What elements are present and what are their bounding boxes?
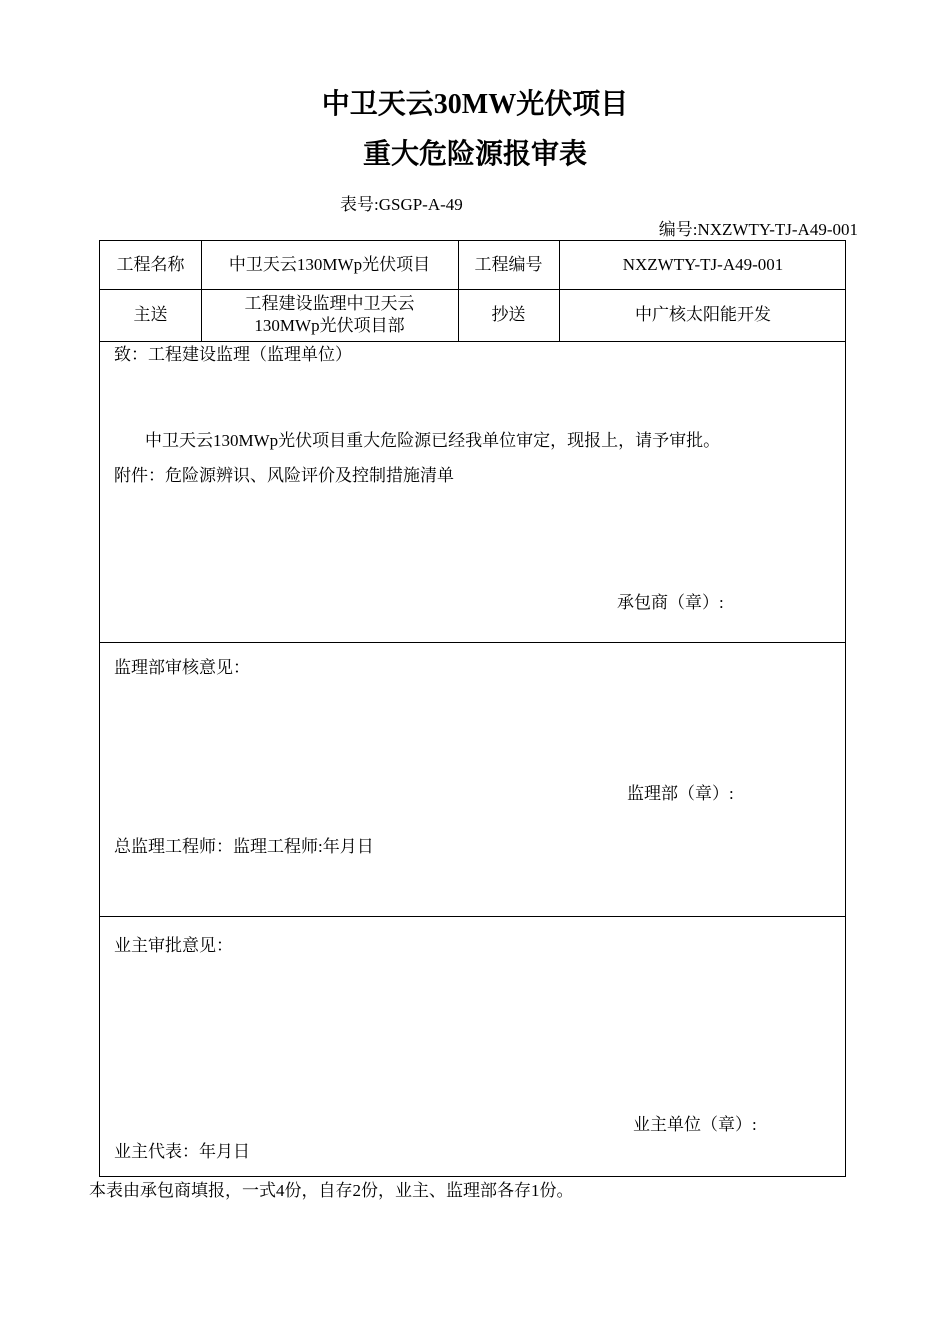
addressee-line: 致：工程建设监理（监理单位） (114, 345, 352, 364)
section-divider (100, 916, 845, 917)
approval-form-table (99, 240, 846, 1177)
send-to-value: 工程建设监理中卫天云130MWp光伏项目部 (244, 294, 415, 335)
contractor-seal: 承包商（章）: (617, 593, 724, 612)
supervision-seal: 监理部（章）: (627, 784, 734, 803)
owner-opinion-label: 业主审批意见： (114, 936, 233, 955)
footer-note: 本表由承包商填报，一式4份，自存2份，业主、监理部各存1份。 (89, 1181, 574, 1200)
document-subtitle: 重大危险源报审表 (362, 139, 587, 170)
serial-number: 编号:NXZWTY-TJ-A49-001 (658, 220, 858, 239)
send-to-label: 主送 (133, 305, 168, 324)
section-divider (100, 642, 845, 643)
document-title: 中卫天云30MW光伏项目 (321, 89, 629, 120)
form-number: 表号:GSGP-A-49 (340, 195, 463, 214)
supervision-signatures: 总监理工程师：监理工程师:年月日 (114, 837, 374, 856)
attachment-line: 附件：危险源辨识、风险评价及控制措施清单 (114, 466, 454, 485)
submission-statement: 中卫天云130MWp光伏项目重大危险源已经我单位审定，现报上，请予审批。 (145, 431, 721, 450)
cc-label: 抄送 (491, 305, 526, 324)
owner-signature: 业主代表：年月日 (114, 1142, 250, 1161)
cc-value: 中广核太阳能开发 (635, 305, 771, 324)
project-code-label: 工程编号 (474, 255, 543, 274)
row-divider (100, 341, 845, 342)
supervision-opinion-label: 监理部审核意见： (114, 658, 250, 677)
project-code-value: NXZWTY-TJ-A49-001 (622, 255, 784, 274)
project-name-label: 工程名称 (116, 255, 185, 275)
project-name-value: 中卫天云130MWp光伏项目 (228, 255, 431, 274)
owner-seal: 业主单位（章）: (633, 1115, 757, 1134)
